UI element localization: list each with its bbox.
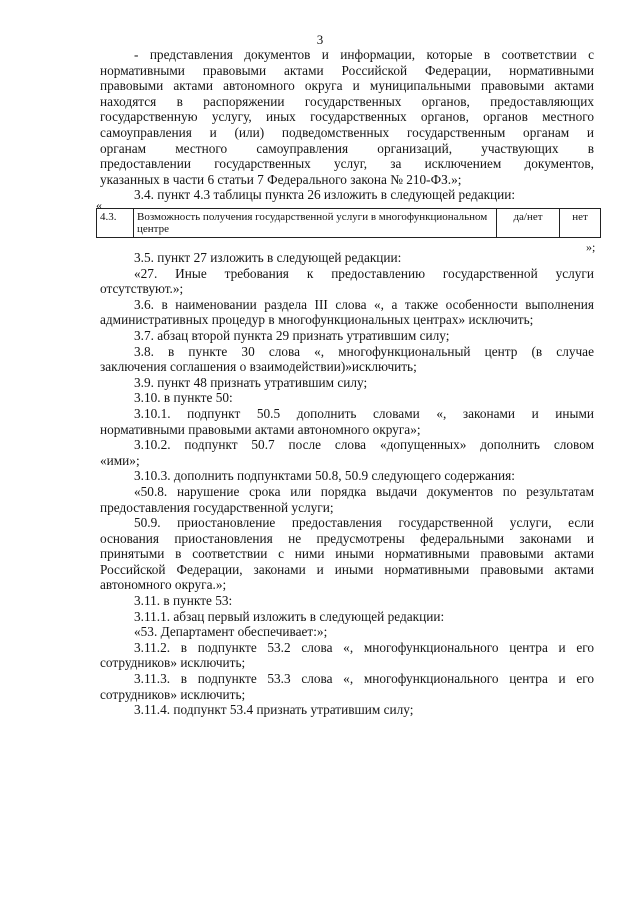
- text-line: предоставлении государственных услуг, за исключением документов,: [100, 156, 594, 172]
- document-body: [100, 47, 594, 203]
- text-line: Российской Федерации, законами и иными нормативными правовыми актами: [100, 561, 594, 577]
- text-line: 3.11. в пункте 53:: [134, 593, 233, 609]
- text-line: 3.10.2. подпункт 50.7 после слова «допущенных» дополнить словом: [134, 437, 594, 453]
- text-line: сотрудников» исключить;: [100, 655, 246, 671]
- paragraph-documents-list: [100, 47, 594, 187]
- page-number: 3: [316, 32, 324, 47]
- text-line: «ими»;: [100, 452, 140, 468]
- text-line: сотрудников» исключить;: [100, 686, 246, 702]
- table-open-quote: «: [96, 198, 102, 212]
- text-line: правовыми актами автономного округа и муниципальными правовыми актами: [100, 78, 594, 94]
- table-cell-options: да/нет: [497, 209, 560, 238]
- text-line: административных процедур в многофункциональных центрах» исключить;: [100, 312, 534, 328]
- text-line: 3.5. пункт 27 изложить в следующей редакции:: [134, 250, 402, 265]
- text-line: «27. Иные требования к предоставлению государственной услуги: [134, 265, 594, 281]
- table-close-quote: »;: [586, 240, 596, 254]
- text-line: 3.10.1. подпункт 50.5 дополнить словами «, законами и иными: [134, 405, 594, 421]
- item-3-4: 3.4. пункт 4.3 таблицы пункта 26 изложить в следующей редакции:: [134, 187, 516, 203]
- text-line: 3.8. в пункте 30 слова «, многофункциональный центр (в случае: [134, 343, 594, 359]
- text-line: заключения соглашения о взаимодействии)»исключить;: [100, 359, 417, 375]
- text-line: находятся в распоряжении государственных органов, предоставляющих: [100, 93, 594, 109]
- text-line: 3.11.4. подпункт 53.4 признать утратившим силу;: [134, 702, 414, 718]
- text-line: органам местного самоуправления организаций, участвующих в: [100, 140, 594, 156]
- text-line: 3.11.2. в подпункте 53.2 слова «, многофункционального центра и его: [134, 639, 594, 655]
- text-line: отсутствуют.»;: [100, 281, 184, 297]
- text-line: нормативными правовыми актами Российской Федерации, нормативными: [100, 62, 594, 78]
- text-line: 3.6. в наименовании раздела III слова «, а также особенности выполнения: [134, 296, 594, 312]
- text-line: самоуправления и (или) подведомственных государственным органам и: [100, 124, 594, 140]
- text-line: 3.9. пункт 48 признать утратившим силу;: [134, 374, 368, 390]
- text-line: автономного округа.»;: [100, 577, 227, 593]
- text-line: 50.9. приостановление предоставления государственной услуги, если: [134, 515, 594, 531]
- table-cell-number: 4.3.: [97, 209, 134, 238]
- document-body-continued: [100, 250, 594, 718]
- text-line: нормативными правовыми актами автономного округа»;: [100, 421, 421, 437]
- text-line: «50.8. нарушение срока или порядка выдачи документов по результатам: [134, 483, 594, 499]
- table-cell-text: Возможность получения государственной услуги в многофункциональном центре: [134, 209, 497, 238]
- text-line: 3.11.1. абзац первый изложить в следующей редакции:: [134, 608, 445, 624]
- table-row: [97, 209, 601, 238]
- table-cell-value: нет: [560, 209, 601, 238]
- text-line: 3.10.3. дополнить подпунктами 50.8, 50.9 следующего содержания:: [134, 468, 515, 484]
- text-line: государственную услугу, иных государственных органов, органов местного: [100, 109, 594, 125]
- text-line: 3.7. абзац второй пункта 29 признать утратившим силу;: [134, 327, 450, 343]
- text-line: основания приостановления не предусмотрены федеральными законами и: [100, 530, 594, 546]
- text-line: предоставления государственной услуги;: [100, 499, 334, 515]
- text-line: 3.10. в пункте 50:: [134, 390, 233, 406]
- text-line: принятыми в соответствии с ними иными нормативными правовыми актами: [100, 546, 594, 562]
- amendment-table: [96, 208, 601, 238]
- text-line: указанных в части 6 статьи 7 Федерального закона № 210-ФЗ.»;: [100, 171, 462, 187]
- text-line: «53. Департамент обеспечивает:»;: [134, 624, 328, 640]
- text-line: 3.11.3. в подпункте 53.3 слова «, многофункционального центра и его: [134, 671, 594, 687]
- text-line: - представления документов и информации, которые в соответствии с: [134, 47, 594, 62]
